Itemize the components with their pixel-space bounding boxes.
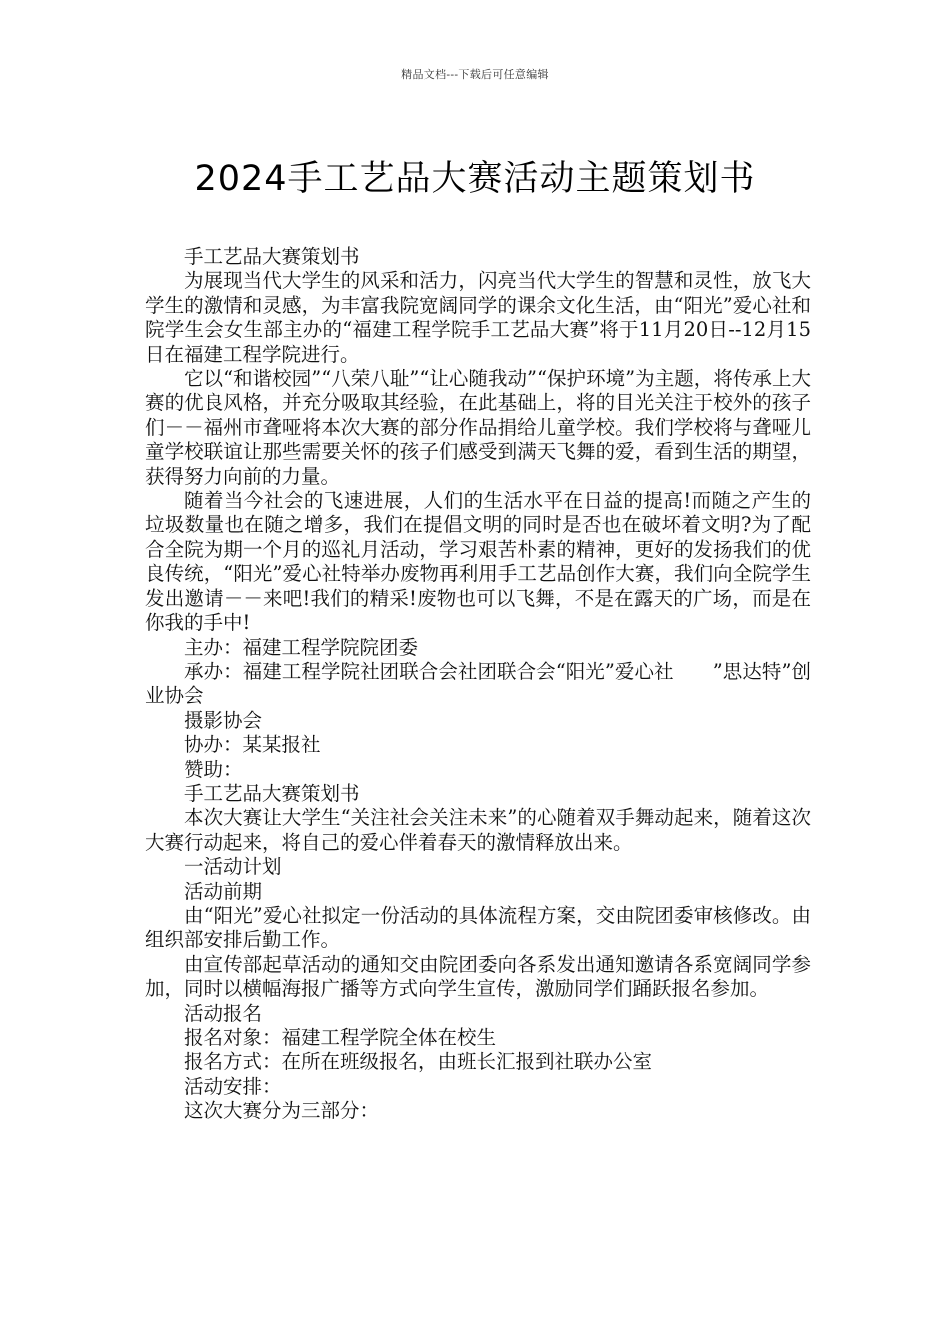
paragraph: 由宣传部起草活动的通知交由院团委向各系发出通知邀请各系宽阔同学参加，同时以横幅海报广播等方式向学生宣传，激励同学们踊跃报名参加。 (145, 952, 811, 1001)
paragraph: 这次大赛分为三部分： (184, 1099, 380, 1123)
paragraph: 由“阳光”爱心社拟定一份活动的具体流程方案，交由院团委审核修改。由组织部安排后勤工作。 (145, 903, 811, 952)
page-header: 精品文档---下载后可任意编辑 (401, 68, 549, 81)
paragraph: 随着当今社会的飞速进展，人们的生活水平在日益的提高!而随之产生的垃圾数量也在随之增多，我们在提倡文明的同时是否也在破坏着文明?为了配合全院为期一个月的巡礼月活动，学习艰苦朴素的精神，更好的发扬我们的优良传统，“阳光”爱心社特举办废物再利用手工艺品创作大赛，我们向全院学生发出邀请－－来吧!我们的精采!废物也可以飞舞，不是在露天的广场，而是在你我的手中! (145, 489, 811, 635)
paragraph: 赞助： (184, 757, 243, 781)
paragraph: 本次大赛让大学生“关注社会关注未来”的心随着双手舞动起来，随着这次大赛行动起来，将自己的爱心伴着春天的激情释放出来。 (145, 806, 811, 854)
paragraph: 主办：福建工程学院院团委 (184, 635, 419, 659)
paragraph: 活动安排： (184, 1074, 282, 1098)
paragraph: 协办：某某报社 (184, 733, 321, 757)
paragraph: 手工艺品大赛策划书 (184, 781, 360, 805)
paragraph: 活动前期 (184, 879, 263, 903)
document-title: 2024手工艺品大赛活动主题策划书 (194, 159, 756, 200)
paragraph: 活动报名 (184, 1001, 263, 1025)
paragraph: 一活动计划 (184, 855, 282, 879)
paragraph: 它以“和谐校园”“八荣八耻”“让心随我动”“保护环境”为主题，将传承上大赛的优良风格，并充分吸取其经验，在此基础上，将的目光关注于校外的孩子们－－福州市聋哑将本次大赛的部分作品捐给儿童学校。我们学校将与聋哑儿童学校联谊让那些需要关怀的孩子们感受到满天飞舞的爱，看到生活的期望，获得努力向前的力量。 (145, 367, 811, 488)
paragraph: 报名方式：在所在班级报名，由班长汇报到社联办公室 (184, 1050, 653, 1074)
document-body (145, 245, 811, 1124)
paragraph: 报名对象：福建工程学院全体在校生 (184, 1026, 497, 1049)
paragraph: 承办：福建工程学院社团联合会社团联合会“阳光”爱心社 ”思达特”创业协会 (145, 659, 811, 708)
paragraph: 摄影协会 (184, 708, 263, 732)
paragraph: 为展现当代大学生的风采和活力，闪亮当代大学生的智慧和灵性，放飞大学生的激情和灵感，为丰富我院宽阔同学的课余文化生活，由“阳光”爱心社和院学生会女生部主办的“福建工程学院手工艺品大赛”将于11月20日--12月15日在福建工程学院进行。 (145, 269, 811, 366)
paragraph: 手工艺品大赛策划书 (184, 245, 360, 268)
